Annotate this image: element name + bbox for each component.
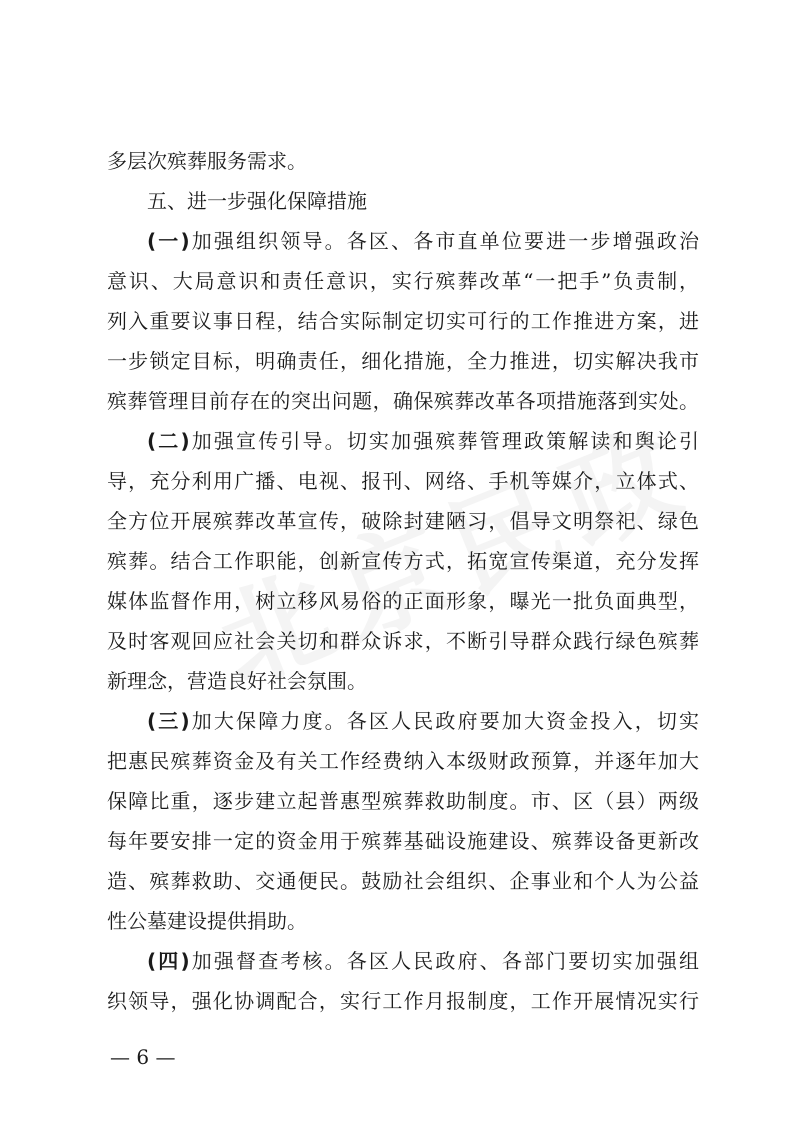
section-heading: 五、进一步强化保障措施 <box>147 189 367 213</box>
text-line: 性公墓建设提供捐助。 <box>107 909 307 933</box>
paragraph-number: (三) <box>147 709 190 733</box>
page-number: — 6 — <box>110 1045 176 1069</box>
text-line: 每年要安排一定的资金用于殡葬基础设施建设、殡葬设备更新改 <box>107 829 699 853</box>
text-line: 加强组织领导。各区、各市直单位要进一步增强政治 <box>189 229 699 253</box>
paragraph-first-line <box>147 421 699 461</box>
text-line: 加强督查考核。各区人民政府、各部门要切实加强组 <box>189 949 699 973</box>
text-line: 及时客观回应社会关切和群众诉求，不断引导群众践行绿色殡葬 <box>107 629 699 653</box>
text-line: 殡葬。结合工作职能，创新宣传方式，拓宽宣传渠道，充分发挥 <box>107 549 699 573</box>
text-line: 全方位开展殡葬改革宣传，破除封建陋习，倡导文明祭祀、绿色 <box>107 509 699 533</box>
paragraph-number: (一) <box>147 229 190 253</box>
paragraph-first-line <box>147 941 699 981</box>
text-line: 意识、大局意识和责任意识，实行殡葬改革“一把手”负责制， <box>107 269 699 293</box>
paragraph-first-line <box>147 221 699 261</box>
text-line: 保障比重，逐步建立起普惠型殡葬救助制度。市、区（县）两级 <box>107 789 699 813</box>
text-line: 多层次殡葬服务需求。 <box>107 149 307 173</box>
paragraph-number: (二) <box>147 429 190 453</box>
text-line: 导，充分利用广播、电视、报刊、网络、手机等媒介，立体式、 <box>107 469 699 493</box>
paragraph-first-line <box>147 701 699 741</box>
text-line: 加大保障力度。各区人民政府要加大资金投入，切实 <box>189 709 699 733</box>
paragraph-number: (四) <box>147 949 190 973</box>
text-line: 把惠民殡葬资金及有关工作经费纳入本级财政预算，并逐年加大 <box>107 749 699 773</box>
text-line: 媒体监督作用，树立移风易俗的正面形象，曝光一批负面典型， <box>107 589 699 613</box>
text-line: 列入重要议事日程，结合实际制定切实可行的工作推进方案，进 <box>107 309 699 333</box>
text-line: 织领导，强化协调配合，实行工作月报制度，工作开展情况实行 <box>107 989 699 1013</box>
text-line: 殡葬管理目前存在的突出问题，确保殡葬改革各项措施落到实处。 <box>107 389 699 413</box>
text-line: 新理念，营造良好社会氛围。 <box>107 669 367 693</box>
text-line: 造、殡葬救助、交通便民。鼓励社会组织、企事业和个人为公益 <box>107 869 699 893</box>
text-line: 加强宣传引导。切实加强殡葬管理政策解读和舆论引 <box>189 429 699 453</box>
text-line: 一步锁定目标，明确责任，细化措施，全力推进，切实解决我市 <box>107 349 699 373</box>
